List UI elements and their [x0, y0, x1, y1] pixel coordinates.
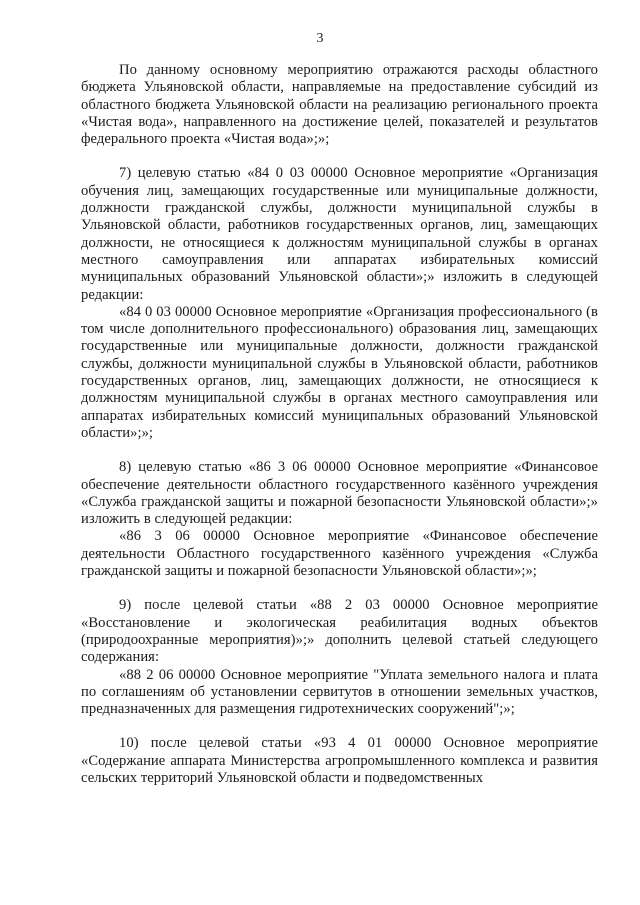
- paragraph-item-9-new-text: «88 2 06 00000 Основное мероприятие "Уплата земельного налога и плата по соглашениям об установлении сервитутов в отношении земельных участков, предназначенных для размещения гидротехнических сооружений";»;: [81, 666, 598, 718]
- paragraph-item-7: 7) целевую статью «84 0 03 00000 Основное мероприятие «Организация обучения лиц, замещающих государственные или муниципальные должности, должности гражданской службы, должности муниципальной службы в Ульяновской области, работников государственных органов, лиц, замещающих должности, не относящиеся к должностям муниципальной службы в органах местного самоуправления или аппаратах избирательных комиссий муниципальных образований Ульяновской области»;» изложить в следующей редакции:: [81, 165, 598, 303]
- paragraph-item-9: 9) после целевой статьи «88 2 03 00000 Основное мероприятие «Восстановление и экологическая реабилитация водных объектов (природоохранные мероприятия)»;» дополнить целевой статьей следующего содержания:: [81, 597, 598, 666]
- paragraph-item-7-new-text: «84 0 03 00000 Основное мероприятие «Организация профессионального (в том числе дополнительного профессионального) образования лиц, замещающих государственные или муниципальные должности, должности гражданской службы, должности муниципальной службы в Ульяновской области, работников государственных органов, лиц, замещающих должности, не относящиеся к должностям муниципальной службы в органах местного самоуправления или аппаратах избирательных комиссий муниципальных образований Ульяновской области»;»;: [81, 303, 598, 441]
- paragraph-subsidy-expenses: По данному основному мероприятию отражаются расходы областного бюджета Ульяновской области, направляемые на предоставление субсидий из областного бюджета Ульяновской области на реализацию регионального проекта «Чистая вода», направленного на достижение целей, показателей и результатов федерального проекта «Чистая вода»;»;: [81, 62, 598, 148]
- paragraph-item-10: 10) после целевой статьи «93 4 01 00000 Основное мероприятие «Содержание аппарата Министерства агропромышленного комплекса и развития сельских территорий Ульяновской области и подведомственных: [81, 735, 598, 786]
- paragraph-item-8-new-text: «86 3 06 00000 Основное мероприятие «Финансовое обеспечение деятельности Областного государственного казённого учреждения «Служба гражданской защиты и пожарной безопасности Ульяновской области»;»;: [81, 528, 598, 580]
- page-number: 3: [316, 31, 324, 46]
- paragraph-item-8: 8) целевую статью «86 3 06 00000 Основное мероприятие «Финансовое обеспечение деятельности областного государственного казённого учреждения «Служба гражданской защиты и пожарной безопасности Ульяновской области»;» изложить в следующей редакции:: [81, 459, 598, 528]
- document-body: [81, 62, 598, 787]
